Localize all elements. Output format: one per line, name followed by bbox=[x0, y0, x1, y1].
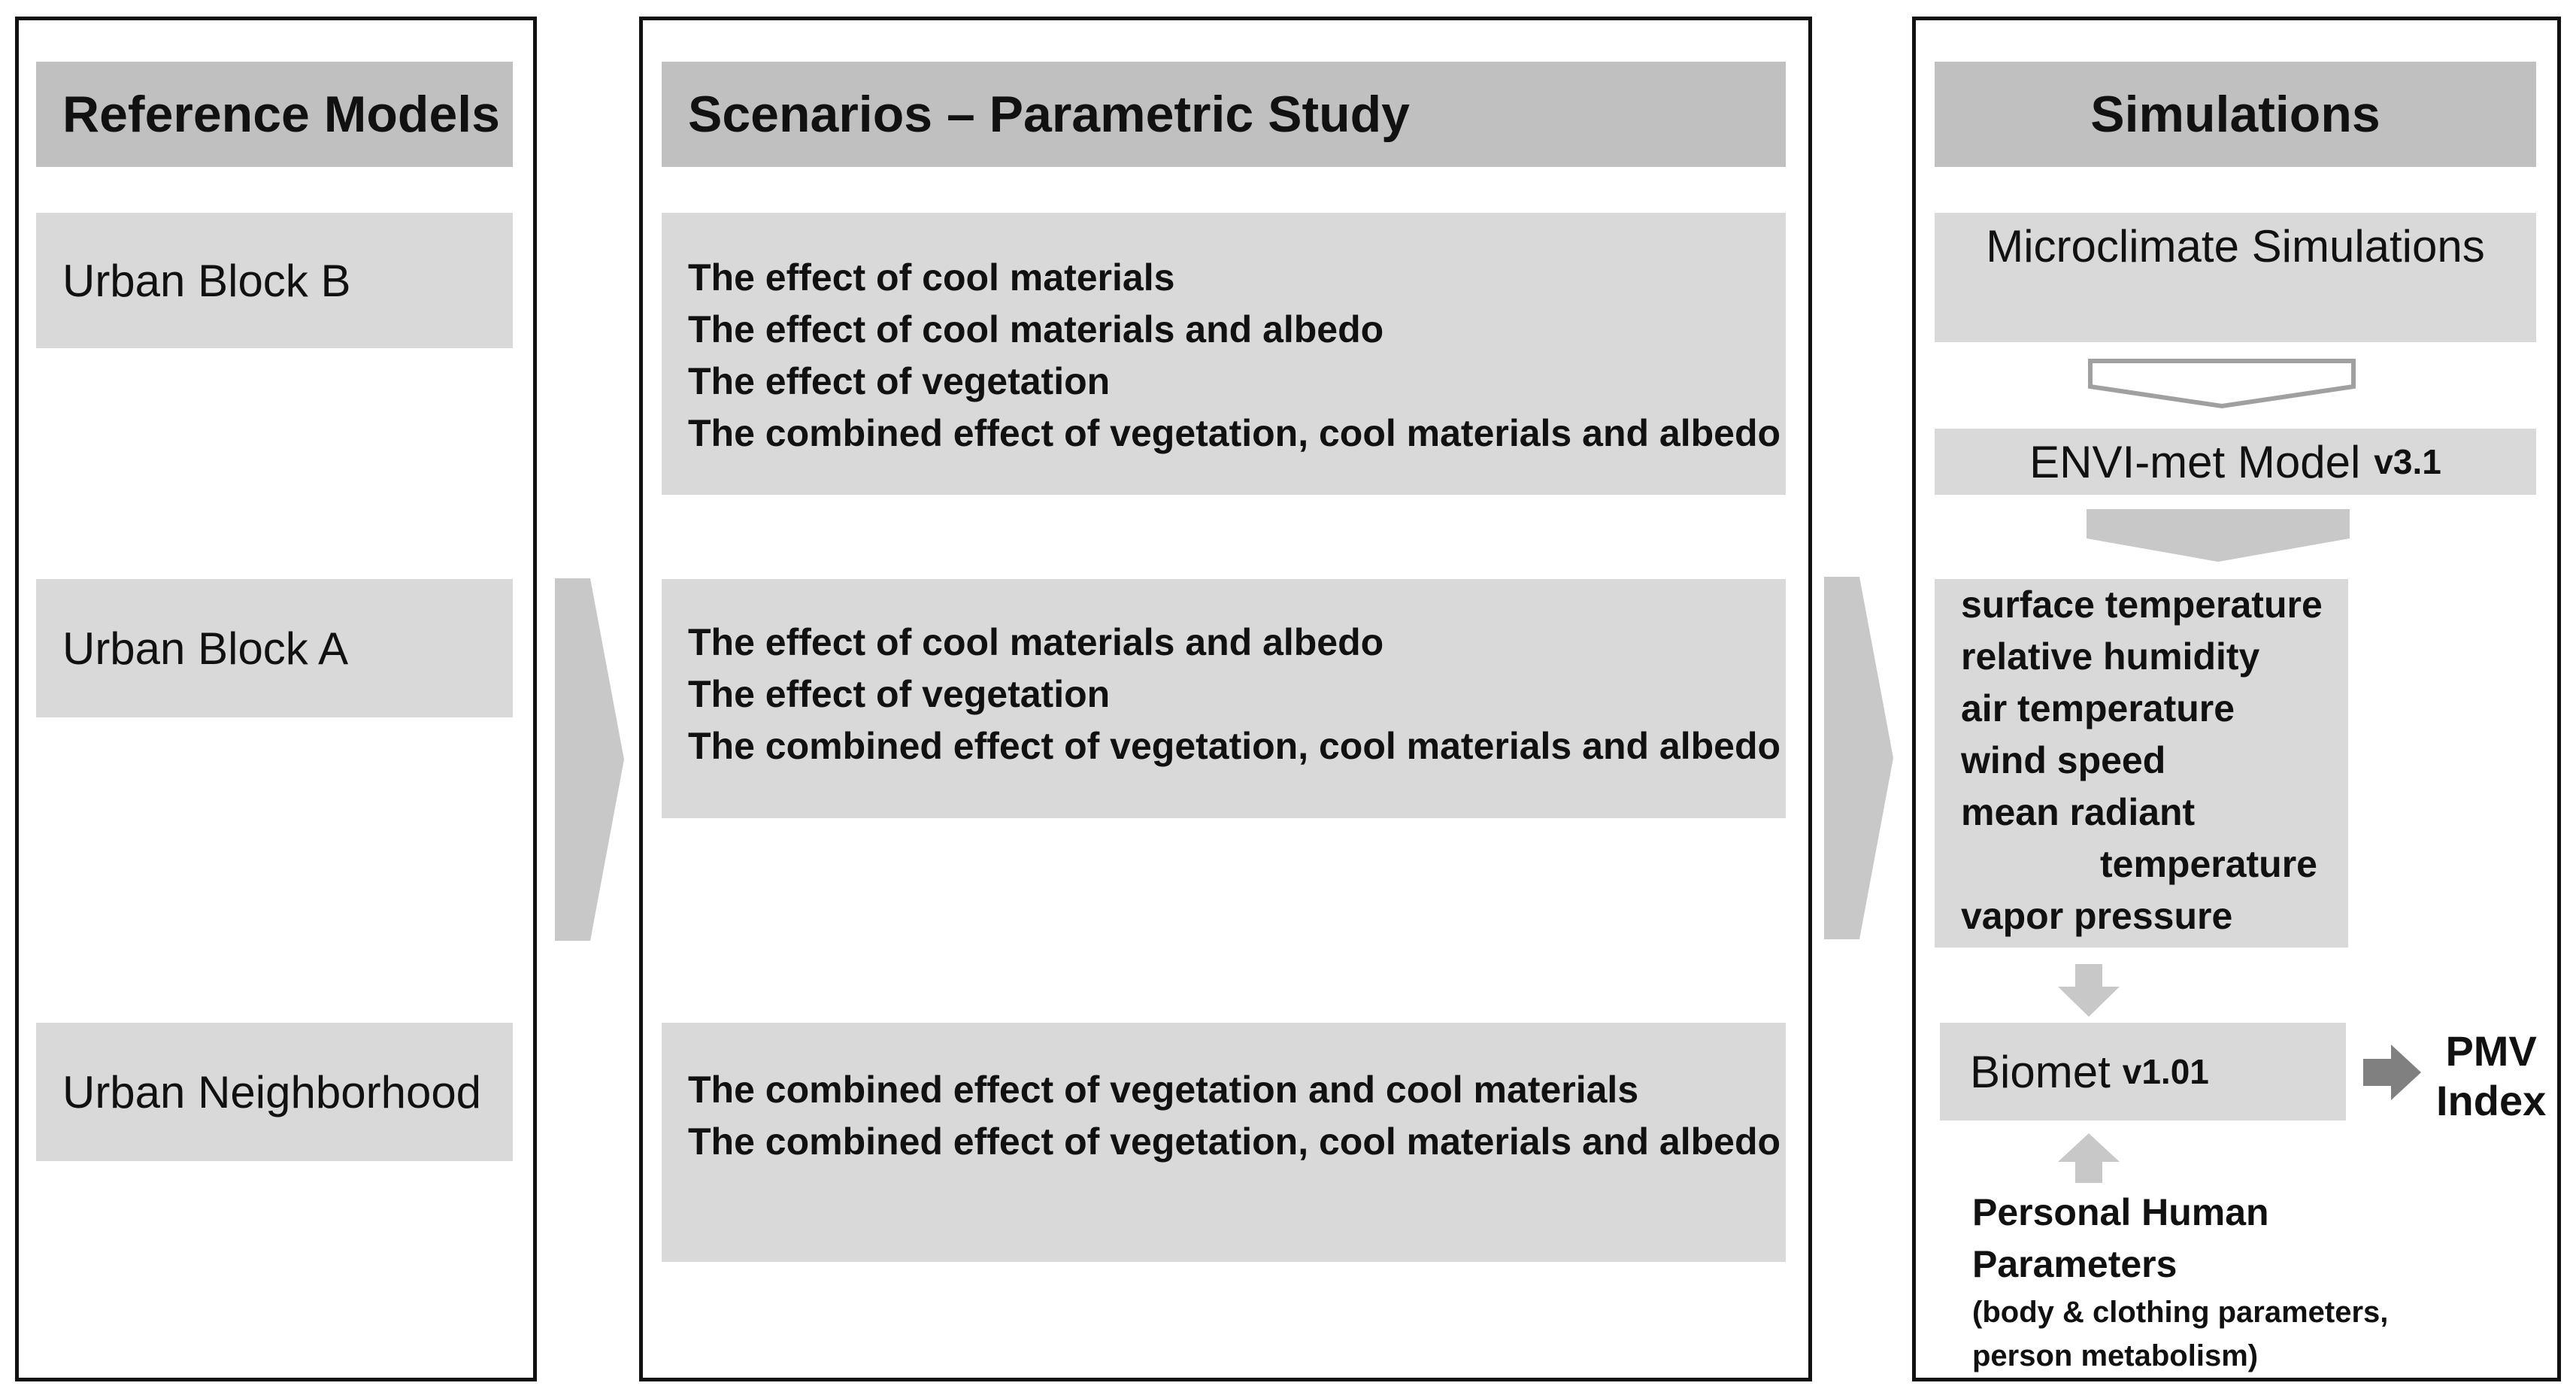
scenario-item: The combined effect of vegetation, cool materials and albedo bbox=[688, 725, 1781, 767]
output-item: vapor pressure bbox=[1961, 895, 2233, 937]
biomet-box bbox=[1940, 1023, 2346, 1121]
scenario-item: The combined effect of vegetation, cool materials and albedo bbox=[688, 412, 1781, 454]
scenario-item: The combined effect of vegetation, cool materials and albedo bbox=[688, 1121, 1781, 1163]
personal-title-line: Parameters bbox=[1972, 1243, 2177, 1285]
simulations-title: Simulations bbox=[2090, 86, 2381, 143]
microclimate-simulations-box bbox=[1935, 213, 2536, 342]
output-item: wind speed bbox=[1961, 739, 2166, 781]
microclimate-label: Microclimate Simulations bbox=[1986, 221, 2485, 271]
reference-item-label: Urban Neighborhood bbox=[62, 1066, 482, 1117]
flow-chevron-arrow-2 bbox=[1818, 574, 1901, 942]
reference-item-label: Urban Block A bbox=[62, 623, 349, 674]
scenario-item: The effect of cool materials and albedo bbox=[688, 621, 1384, 663]
hollow-down-arrow-icon bbox=[2087, 353, 2357, 414]
small-down-arrow-icon bbox=[2055, 963, 2123, 1019]
simulations-header bbox=[1935, 62, 2536, 167]
pmv-label-line: PMV bbox=[2445, 1027, 2537, 1075]
scenario-group-block-a bbox=[662, 579, 1786, 818]
scenario-group-block-b bbox=[662, 213, 1786, 495]
pmv-label-line: Index bbox=[2436, 1077, 2547, 1124]
flow-chevron-arrow-1 bbox=[549, 575, 632, 944]
reference-item-urban-block-a bbox=[36, 579, 513, 717]
output-item: relative humidity bbox=[1961, 635, 2260, 678]
reference-item-urban-block-b bbox=[36, 213, 513, 348]
reference-models-title: Reference Models bbox=[62, 86, 500, 143]
scenario-item: The effect of cool materials and albedo bbox=[688, 308, 1384, 350]
scenarios-title: Scenarios – Parametric Study bbox=[688, 86, 1411, 143]
pmv-index-label bbox=[2436, 1027, 2546, 1126]
envimet-model-box bbox=[1935, 429, 2536, 495]
small-up-arrow-icon bbox=[2055, 1132, 2123, 1184]
reference-models-header bbox=[36, 62, 513, 167]
personal-detail-line: (body & clothing parameters, bbox=[1972, 1296, 2389, 1329]
scenario-item: The effect of cool materials bbox=[688, 256, 1175, 299]
reference-item-urban-neighborhood bbox=[36, 1023, 513, 1161]
output-item: temperature bbox=[2100, 843, 2317, 885]
scenario-group-neighborhood bbox=[662, 1023, 1786, 1262]
personal-detail-line: person metabolism) bbox=[1972, 1339, 2259, 1372]
dark-right-arrow-icon bbox=[2361, 1042, 2425, 1102]
envimet-version: v3.1 bbox=[2374, 442, 2441, 481]
envimet-name: ENVI-met Model bbox=[2029, 436, 2361, 487]
scenarios-header bbox=[662, 62, 1786, 167]
biomet-name: Biomet bbox=[1970, 1046, 2111, 1097]
scenario-item: The combined effect of vegetation and cool materials bbox=[688, 1069, 1639, 1111]
model-outputs-box bbox=[1935, 579, 2348, 948]
biomet-version: v1.01 bbox=[2122, 1052, 2209, 1091]
solid-down-arrow-icon bbox=[2083, 505, 2353, 566]
personal-title-line: Personal Human bbox=[1972, 1191, 2269, 1233]
scenario-item: The effect of vegetation bbox=[688, 673, 1111, 715]
personal-human-parameters bbox=[1972, 1187, 2388, 1378]
reference-item-label: Urban Block B bbox=[62, 255, 351, 306]
scenario-item: The effect of vegetation bbox=[688, 360, 1111, 402]
output-item: mean radiant bbox=[1961, 791, 2196, 833]
output-item: air temperature bbox=[1961, 687, 2235, 729]
output-item: surface temperature bbox=[1961, 584, 2323, 626]
